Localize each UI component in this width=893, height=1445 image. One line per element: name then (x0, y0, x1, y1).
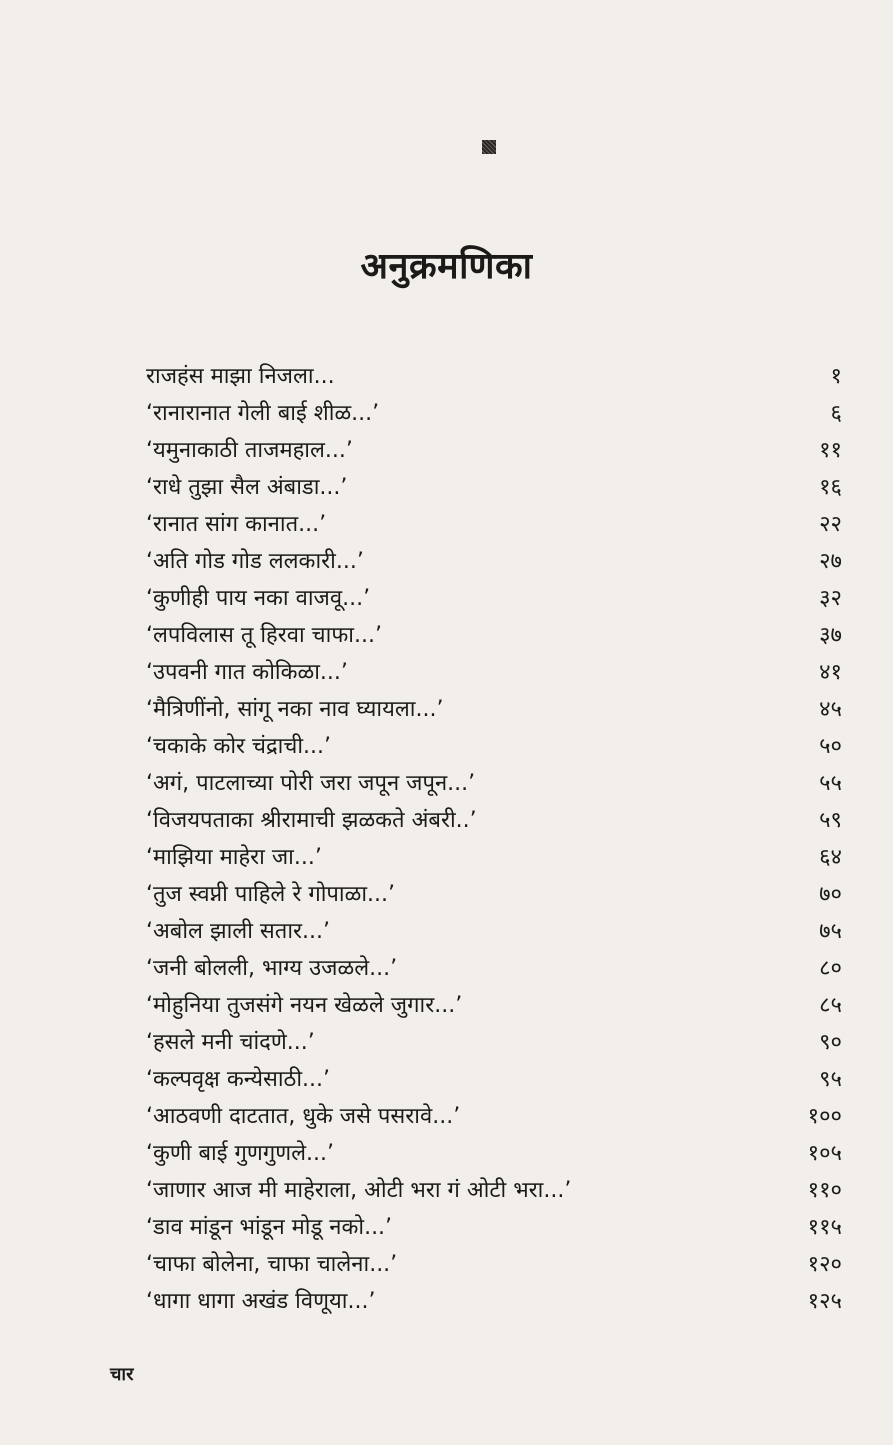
toc-entry-page: ३२ (819, 586, 842, 611)
toc-entry-page: १०० (807, 1104, 842, 1129)
toc-entry (146, 765, 842, 802)
toc-entry (146, 950, 842, 987)
toc-entry (146, 913, 842, 950)
toc-entry-page: ५० (819, 734, 842, 759)
toc-entry (146, 1135, 842, 1172)
toc-entry (146, 654, 842, 691)
toc-entry (146, 691, 842, 728)
toc-entry-page: १२५ (807, 1289, 842, 1314)
toc-entry-title: ‘माझिया माहेरा जा...’ (146, 845, 322, 870)
toc-entry (146, 728, 842, 765)
toc-entry-title: ‘विजयपताका श्रीरामाची झळकते अंबरी..’ (146, 808, 477, 833)
toc-entry-title: ‘राधे तुझा सैल अंबाडा...’ (146, 475, 348, 500)
toc-entry-page: ४१ (819, 660, 842, 685)
toc-entry-title: ‘चकाके कोर चंद्राची...’ (146, 734, 332, 759)
toc-entry (146, 1246, 842, 1283)
table-of-contents (146, 358, 842, 1320)
toc-entry (146, 580, 842, 617)
toc-entry-page: ६ (830, 401, 842, 426)
toc-entry-title: ‘कुणी बाई गुणगुणले...’ (146, 1141, 335, 1166)
toc-entry (146, 1209, 842, 1246)
toc-entry-page: ९० (819, 1030, 842, 1055)
toc-entry (146, 432, 842, 469)
toc-entry-page: १ (830, 364, 842, 389)
toc-entry-title: ‘मोहुनिया तुजसंगे नयन खेळले जुगार...’ (146, 993, 463, 1018)
toc-entry (146, 1172, 842, 1209)
toc-entry-title: ‘रानात सांग कानात...’ (146, 512, 327, 537)
toc-entry-page: १६ (819, 475, 842, 500)
toc-entry-page: ७५ (819, 919, 842, 944)
toc-entry-title: ‘जाणार आज मी माहेराला, ओटी भरा गं ओटी भरा...’ (146, 1178, 572, 1203)
toc-entry (146, 1283, 842, 1320)
toc-entry-page: ५९ (819, 808, 842, 833)
toc-entry-title: ‘आठवणी दाटतात, धुके जसे पसरावे...’ (146, 1104, 461, 1129)
toc-entry-page: ९५ (819, 1067, 842, 1092)
toc-entry (146, 987, 842, 1024)
toc-entry (146, 469, 842, 506)
ornament-square (482, 140, 496, 154)
toc-entry-title: ‘कुणीही पाय नका वाजवू...’ (146, 586, 371, 611)
toc-entry-page: २७ (819, 549, 842, 574)
toc-entry (146, 876, 842, 913)
toc-entry-page: ४५ (819, 697, 842, 722)
page-footer-label: चार (110, 1364, 134, 1385)
toc-entry-page: ११ (819, 438, 842, 463)
toc-entry-title: राजहंस माझा निजला... (146, 364, 335, 389)
toc-entry (146, 1098, 842, 1135)
toc-entry-title: ‘चाफा बोलेना, चाफा चालेना...’ (146, 1252, 398, 1277)
toc-entry-page: १०५ (807, 1141, 842, 1166)
toc-entry-page: ३७ (819, 623, 842, 648)
toc-entry-page: २२ (819, 512, 842, 537)
toc-entry (146, 506, 842, 543)
toc-entry (146, 802, 842, 839)
toc-entry-title: ‘अति गोड गोड ललकारी...’ (146, 549, 364, 574)
toc-entry-page: ८५ (819, 993, 842, 1018)
toc-entry-title: ‘यमुनाकाठी ताजमहाल...’ (146, 438, 353, 463)
toc-entry-page: ८० (819, 956, 842, 981)
toc-entry-page: १२० (807, 1252, 842, 1277)
toc-entry-title: ‘तुज स्वप्नी पाहिले रे गोपाळा...’ (146, 882, 395, 907)
toc-entry (146, 1024, 842, 1061)
toc-entry (146, 358, 842, 395)
toc-entry (146, 839, 842, 876)
toc-entry-title: ‘लपविलास तू हिरवा चाफा...’ (146, 623, 382, 648)
toc-entry (146, 543, 842, 580)
page-title: अनुक्रमणिका (360, 246, 533, 287)
toc-entry-title: ‘कल्पवृक्ष कन्येसाठी...’ (146, 1067, 330, 1092)
toc-entry-page: ६४ (819, 845, 842, 870)
toc-entry-title: ‘जनी बोलली, भाग्य उजळले...’ (146, 956, 398, 981)
toc-entry-page: ७० (819, 882, 842, 907)
toc-entry-title: ‘डाव मांडून भांडून मोडू नको...’ (146, 1215, 393, 1240)
toc-entry-title: ‘उपवनी गात कोकिळा...’ (146, 660, 348, 685)
toc-entry-title: ‘अबोल झाली सतार...’ (146, 919, 330, 944)
toc-entry-title: ‘रानारानात गेली बाई शीळ...’ (146, 401, 380, 426)
toc-entry (146, 1061, 842, 1098)
toc-entry (146, 395, 842, 432)
toc-entry-page: ११० (807, 1178, 842, 1203)
toc-entry-title: ‘धागा धागा अखंड विणूया...’ (146, 1289, 376, 1314)
toc-entry (146, 617, 842, 654)
toc-entry-title: ‘मैत्रिणींनो, सांगू नका नाव घ्यायला...’ (146, 697, 444, 722)
toc-entry-title: ‘हसले मनी चांदणे...’ (146, 1030, 315, 1055)
toc-entry-title: ‘अगं, पाटलाच्या पोरी जरा जपून जपून...’ (146, 771, 476, 796)
toc-entry-page: ११५ (807, 1215, 842, 1240)
toc-entry-page: ५५ (819, 771, 842, 796)
